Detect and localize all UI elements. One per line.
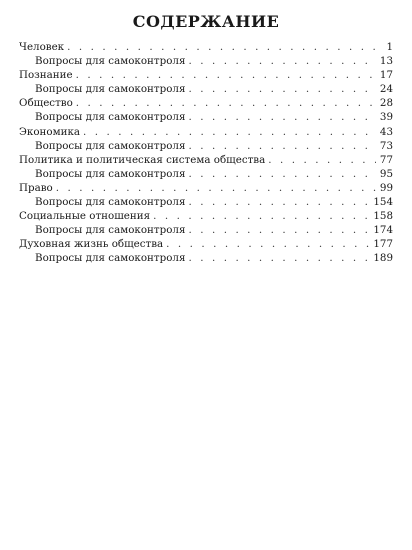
toc-entry-page: 24 (379, 83, 393, 96)
toc-entry-page: 43 (379, 125, 393, 138)
toc-entry-page: 39 (379, 111, 393, 124)
dot-leader (76, 96, 376, 110)
toc-entry-label: Вопросы для самоконтроля (35, 83, 186, 96)
toc-subentry (19, 54, 393, 68)
toc-entry-label: Духовная жизнь общества (19, 238, 164, 251)
dot-leader (188, 223, 370, 237)
toc-entry (19, 153, 393, 167)
toc-entry-page: 1 (386, 41, 393, 53)
toc-entry-label: Вопросы для самоконтроля (35, 139, 186, 152)
dot-leader (188, 251, 370, 265)
toc-subentry (19, 139, 393, 153)
toc-entry-page: 158 (373, 210, 393, 223)
toc-entry-page: 189 (373, 252, 393, 265)
toc-subentry (19, 195, 393, 209)
toc-subentry (19, 167, 393, 181)
dot-leader (188, 82, 376, 96)
table-of-contents (19, 40, 393, 266)
toc-entry-label: Человек (19, 41, 65, 53)
toc-entry-label: Социальные отношения (19, 210, 151, 223)
toc-entry-label: Общество (19, 97, 73, 110)
dot-leader (153, 209, 370, 223)
toc-entry-page: 95 (379, 167, 393, 180)
toc-entry-label: Политика и политическая система общества (19, 153, 266, 166)
toc-entry-label: Вопросы для самоконтроля (35, 224, 186, 237)
toc-entry-label: Вопросы для самоконтроля (35, 55, 186, 68)
toc-entry-page: 28 (379, 97, 393, 110)
dot-leader (83, 125, 376, 139)
toc-entry-label: Вопросы для самоконтроля (35, 167, 186, 180)
toc-subentry (19, 223, 393, 237)
dot-leader (188, 54, 376, 68)
toc-entry-page: 99 (379, 181, 393, 194)
toc-entry-page: 174 (373, 224, 393, 237)
page-title: СОДЕРЖАНИЕ (132, 12, 280, 31)
toc-subentry (19, 110, 393, 124)
toc-subentry (19, 82, 393, 96)
toc-entry-page: 17 (379, 69, 393, 82)
toc-entry-page: 13 (379, 55, 393, 68)
toc-subentry (19, 251, 393, 265)
toc-entry (19, 125, 393, 139)
dot-leader (67, 40, 376, 54)
toc-entry-page: 73 (379, 139, 393, 152)
toc-entry-label: Вопросы для самоконтроля (35, 111, 186, 124)
dot-leader (268, 153, 376, 167)
toc-entry (19, 209, 393, 223)
dot-leader (76, 68, 376, 82)
toc-entry-label: Вопросы для самоконтроля (35, 196, 186, 209)
toc-entry-page: 77 (379, 153, 393, 166)
toc-entry (19, 96, 393, 110)
toc-entry-page: 177 (373, 238, 393, 251)
toc-entry-label: Право (19, 181, 53, 194)
dot-leader (166, 237, 370, 251)
dot-leader (188, 195, 370, 209)
toc-entry-page: 154 (373, 196, 393, 209)
dot-leader (188, 110, 376, 124)
toc-entry (19, 68, 393, 82)
toc-entry (19, 40, 393, 54)
toc-entry (19, 181, 393, 195)
dot-leader (188, 167, 376, 181)
dot-leader (188, 139, 376, 153)
toc-entry (19, 237, 393, 251)
dot-leader (56, 181, 376, 195)
toc-entry-label: Познание (19, 69, 73, 82)
toc-entry-label: Экономика (19, 125, 81, 138)
toc-entry-label: Вопросы для самоконтроля (35, 252, 186, 265)
